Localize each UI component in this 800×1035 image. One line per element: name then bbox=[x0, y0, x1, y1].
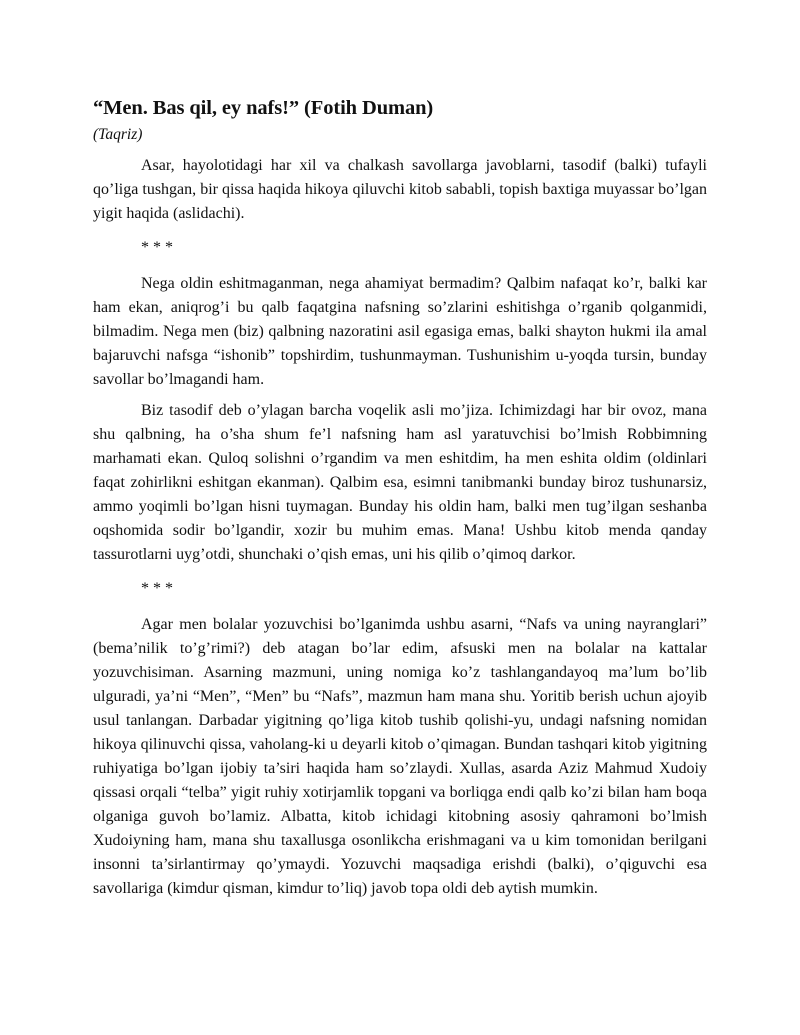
section-separator: * * * bbox=[141, 580, 173, 597]
paragraph-review: Agar men bolalar yozuvchisi bo’lganimda ushbu asarni, “Nafs va uning nayranglari” (bema’nilik to’g’rimi?) deb atagan bo’lar edim, afsuski men na bolalar na kattalar yozuvchisiman. Asarning mazmuni, uning nomiga ko’z tashlangandayoq ma’lum bo’lib ulguradi, ya’ni “Men”, “Men” bu “Nafs”, mazmun ham mana shu. Yoritib berish uchun ajoyib usul tanlangan. Darbadar yigitning qo’liga kitob tushib qolishi-yu, undagi nafsning nomidan hikoya qilinuvchi qissa, vaholang-ki u deyarli kitob o’qimagan. Bundan tashqari kitob yigitning ruhiyatiga bo’lgan ijobiy ta’siri haqida ham so’zlaydi. Xullas, asarda Aziz Mahmud Xudoiy qissasi orqali “telba” yigit ruhiy xotirjamlik topgani va borliqga endi qalb ko’zi bilan ham boqa olganiga guvoh bo’lamiz. Albatta, kitob ichidagi kitobning asosiy qahramoni bo’lmish Xudoiyning ham, mana shu taxallusga osonlikcha erishmagani va u kim tomonidan berilgani insonni ta’sirlantirmay qo’ymaydi. Yozuvchi maqsadiga erishdi (balki), o’qiguvchi esa savollariga (kimdur qisman, kimdur to’liq) javob topa oldi deb aytish mumkin. bbox=[93, 616, 707, 897]
document-page bbox=[93, 94, 707, 901]
paragraph-miracle: Biz tasodif deb o’ylagan barcha voqelik asli mo’jiza. Ichimizdagi har bir ovoz, mana shu qalbning, ha o’sha shum fe’l nafsning ham asl yaratuvchisi bo’lmish Robbimning marhamati ekan. Quloq solishni o’rgandim va men eshitdim, ha men eshita oldim (oldinlari faqat zohirlikni eshitgan ekanman). Qalbim esa, esimni tanibmanki bunday biroz tushunarsiz, ammo yoqimli bo’lgan hisni tuymagan. Bunday his oldin ham, balki men tug’ilgan seshanba oqshomida sodir bo’lgandir, xozir bu muhim emas. Mana! Ushbu kitob menda qanday tassurotlarni uyg’otdi, shunchaki o’qish emas, uni his qilib o’qimoq darkor. bbox=[93, 402, 707, 563]
document-title: “Men. Bas qil, ey nafs!” (Fotih Duman) bbox=[93, 97, 434, 119]
paragraph-questions: Nega oldin eshitmaganman, nega ahamiyat bermadim? Qalbim nafaqat ko’r, balki kar ham ekan, aniqrog’i bu qalb faqatgina nafsning so’zlarini eshitishga o’rganib qolganmidi, bilmadim. Nega men (biz) qalbning nazoratini asil egasiga emas, balki shayton hukmi ila amal bajaruvchi nafsga “ishonib” topshirdim, tushunmayman. Tushunishim u-yoqda tursin, bunday savollar bo’lmagandi ham. bbox=[93, 275, 707, 388]
paragraph-intro: Asar, hayolotidagi har xil va chalkash savollarga javoblarni, tasodif (balki) tufayli qo’liga tushgan, bir qissa haqida hikoya qiluvchi kitob sababli, topish baxtiga muyassar bo’lgan yigit haqida (aslidachi). bbox=[93, 157, 707, 222]
document-subtitle: (Taqriz) bbox=[93, 126, 143, 143]
section-separator: * * * bbox=[141, 239, 173, 256]
